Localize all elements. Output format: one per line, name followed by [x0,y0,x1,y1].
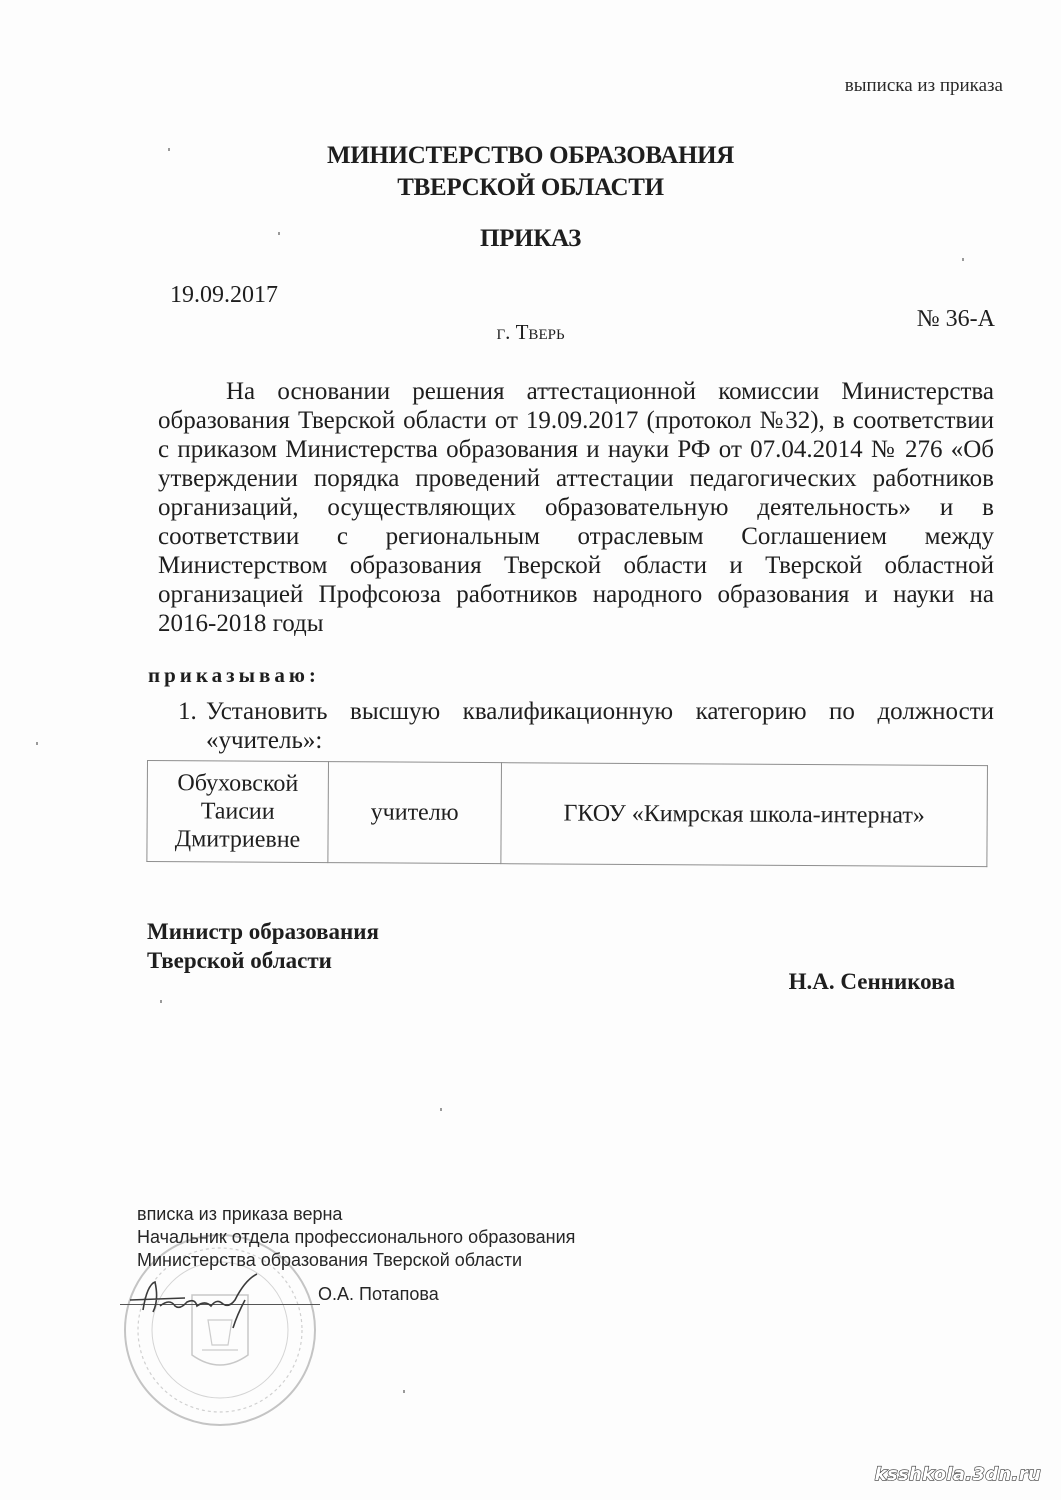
scan-speck [440,1108,442,1111]
site-watermark: ksshkola.3dn.ru [874,1464,1041,1485]
ministry-title [0,140,1061,204]
order-item [178,697,994,755]
certification-line3: Министерства образования Тверской области [137,1250,523,1270]
signatory-name: Н.А. Сенникова [788,969,955,994]
order-verb: приказываю: [148,663,320,687]
ministry-title-line1: МИНИСТЕРСТВО ОБРАЗОВАНИЯ [326,142,735,169]
employee-surname: Обуховской [177,770,299,797]
excerpt-label: выписка из приказа [844,75,1003,96]
order-city: г. Тверь [496,320,565,344]
organization-cell: ГКОУ «Кимрская школа-интернат» [501,763,988,867]
order-item-text: Установить высшую квалификационную категорию по должности «учитель»: [206,698,994,754]
employee-name-cell [147,761,329,863]
certification-line1: вписка из приказа верна [137,1204,343,1224]
certifier-name: О.А. Потапова [318,1284,439,1304]
employee-patronymic: Дмитриевне [174,826,301,853]
scan-speck [278,232,280,235]
signatory-title-line2: Тверской области [147,948,332,973]
order-date: 19.09.2017 [170,282,278,308]
signatory-title [147,917,379,975]
document-type: ПРИКАЗ [479,225,582,252]
order-item-number: 1. [178,698,197,725]
scan-speck [168,148,170,151]
certification-line2: Начальник отдела профессионального образования [137,1227,576,1247]
order-number: № 36-А [916,306,995,332]
position-cell: учителю [328,762,502,864]
certification-block [137,1203,575,1272]
scan-speck [403,1390,405,1393]
ministry-title-line2: ТВЕРСКОЙ ОБЛАСТИ [397,174,664,201]
table-row [147,761,988,867]
employee-first-name: Таисии [200,798,275,825]
handwritten-signature-icon [125,1270,345,1330]
scan-speck [962,258,964,261]
preamble-paragraph: На основании решения аттестационной комиссии Министерства образования Тверской области от 19.09.2017 (протокол №32), в соответствии с приказом Министерства образования и науки РФ от 07.04.2014 № 276 «Об утверждении порядка проведений аттестации педагогических работников организаций, осуществляющих образовательную деятельность» и в соответствии с региональным отраслевым Соглашением между Министерством образования Тверской области и Тверской областной организацией Профсоюза работников народного образования и науки на 2016-2018 годы [158,378,994,637]
scan-speck [36,742,38,745]
scan-speck [160,1000,162,1003]
assignment-table [146,760,988,867]
signatory-title-line1: Министр образования [147,919,379,944]
